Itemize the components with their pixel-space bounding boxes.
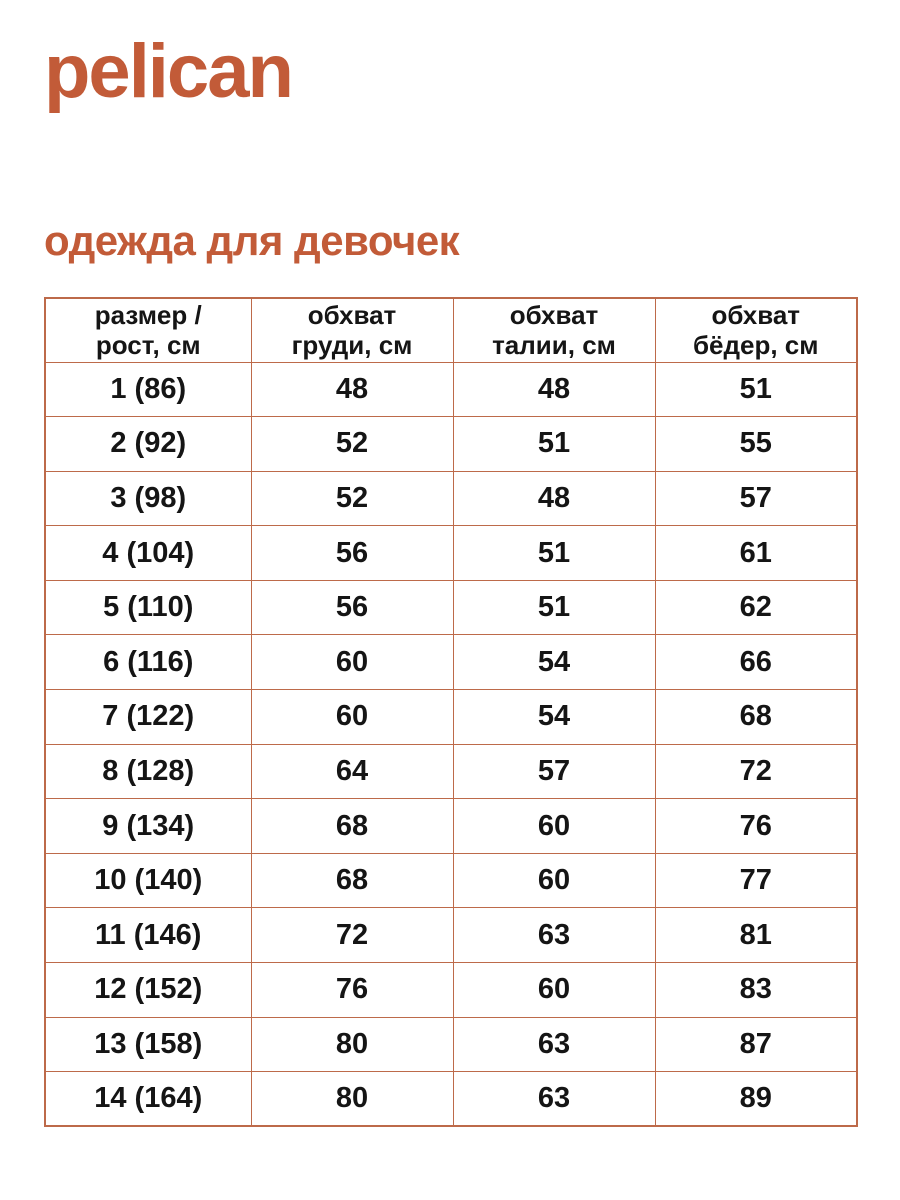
table-cell-size: 1 (86) bbox=[45, 362, 251, 417]
table-cell-waist: 60 bbox=[453, 799, 655, 854]
table-cell-waist: 51 bbox=[453, 526, 655, 581]
table-cell-chest: 56 bbox=[251, 580, 453, 635]
table-row bbox=[45, 1072, 857, 1127]
table-row bbox=[45, 799, 857, 854]
table-cell-size: 10 (140) bbox=[45, 853, 251, 908]
table-cell-chest: 72 bbox=[251, 908, 453, 963]
table-cell-chest: 60 bbox=[251, 635, 453, 690]
table-cell-waist: 54 bbox=[453, 690, 655, 745]
table-row bbox=[45, 471, 857, 526]
table-row bbox=[45, 417, 857, 472]
header-row bbox=[45, 298, 857, 362]
col-header-waist-line2: талии, см bbox=[492, 330, 616, 361]
table-cell-chest: 52 bbox=[251, 471, 453, 526]
table-cell-chest: 52 bbox=[251, 417, 453, 472]
table-cell-hips: 68 bbox=[655, 690, 857, 745]
table-row bbox=[45, 635, 857, 690]
table-cell-size: 4 (104) bbox=[45, 526, 251, 581]
table-cell-hips: 77 bbox=[655, 853, 857, 908]
table-cell-waist: 48 bbox=[453, 471, 655, 526]
table-cell-waist: 51 bbox=[453, 580, 655, 635]
table-cell-waist: 60 bbox=[453, 963, 655, 1018]
table-cell-chest: 80 bbox=[251, 1072, 453, 1127]
col-header-chest-line1: обхват bbox=[307, 299, 397, 330]
table-row bbox=[45, 362, 857, 417]
table-cell-hips: 72 bbox=[655, 744, 857, 799]
size-table-header bbox=[45, 298, 857, 362]
col-header-size-line1: размер / bbox=[94, 299, 202, 330]
table-cell-hips: 89 bbox=[655, 1072, 857, 1127]
table-cell-hips: 62 bbox=[655, 580, 857, 635]
col-header-waist bbox=[453, 298, 655, 362]
table-cell-hips: 81 bbox=[655, 908, 857, 963]
brand-logo: pelican bbox=[44, 29, 292, 114]
table-cell-size: 3 (98) bbox=[45, 471, 251, 526]
table-cell-waist: 63 bbox=[453, 1072, 655, 1127]
table-cell-size: 14 (164) bbox=[45, 1072, 251, 1127]
table-cell-hips: 83 bbox=[655, 963, 857, 1018]
table-cell-waist: 63 bbox=[453, 908, 655, 963]
size-table bbox=[44, 297, 858, 1127]
table-cell-hips: 57 bbox=[655, 471, 857, 526]
table-cell-hips: 51 bbox=[655, 362, 857, 417]
table-cell-chest: 64 bbox=[251, 744, 453, 799]
table-cell-waist: 57 bbox=[453, 744, 655, 799]
table-row bbox=[45, 963, 857, 1018]
table-cell-waist: 54 bbox=[453, 635, 655, 690]
table-cell-chest: 48 bbox=[251, 362, 453, 417]
table-cell-chest: 56 bbox=[251, 526, 453, 581]
table-row bbox=[45, 908, 857, 963]
table-cell-hips: 87 bbox=[655, 1017, 857, 1072]
col-header-hips-line2: бёдер, см bbox=[692, 330, 819, 361]
table-cell-chest: 76 bbox=[251, 963, 453, 1018]
table-row bbox=[45, 744, 857, 799]
table-cell-size: 12 (152) bbox=[45, 963, 251, 1018]
table-cell-waist: 48 bbox=[453, 362, 655, 417]
table-cell-waist: 60 bbox=[453, 853, 655, 908]
table-cell-hips: 76 bbox=[655, 799, 857, 854]
col-header-size-line2: рост, см bbox=[95, 330, 201, 361]
table-cell-hips: 61 bbox=[655, 526, 857, 581]
table-row bbox=[45, 853, 857, 908]
table-cell-chest: 60 bbox=[251, 690, 453, 745]
col-header-hips-line1: обхват bbox=[711, 299, 801, 330]
table-row bbox=[45, 1017, 857, 1072]
table-row bbox=[45, 526, 857, 581]
col-header-chest bbox=[251, 298, 453, 362]
table-cell-size: 9 (134) bbox=[45, 799, 251, 854]
table-cell-size: 5 (110) bbox=[45, 580, 251, 635]
table-cell-size: 6 (116) bbox=[45, 635, 251, 690]
table-cell-size: 2 (92) bbox=[45, 417, 251, 472]
table-cell-hips: 66 bbox=[655, 635, 857, 690]
col-header-size bbox=[45, 298, 251, 362]
col-header-waist-line1: обхват bbox=[509, 299, 599, 330]
table-cell-waist: 63 bbox=[453, 1017, 655, 1072]
table-cell-size: 11 (146) bbox=[45, 908, 251, 963]
table-cell-size: 13 (158) bbox=[45, 1017, 251, 1072]
table-cell-waist: 51 bbox=[453, 417, 655, 472]
table-row bbox=[45, 690, 857, 745]
table-cell-chest: 68 bbox=[251, 853, 453, 908]
table-cell-chest: 68 bbox=[251, 799, 453, 854]
page-title: одежда для девочек bbox=[44, 217, 460, 264]
table-cell-chest: 80 bbox=[251, 1017, 453, 1072]
table-cell-hips: 55 bbox=[655, 417, 857, 472]
col-header-hips bbox=[655, 298, 857, 362]
table-row bbox=[45, 580, 857, 635]
table-cell-size: 7 (122) bbox=[45, 690, 251, 745]
table-cell-size: 8 (128) bbox=[45, 744, 251, 799]
size-table-body bbox=[45, 362, 857, 1126]
col-header-chest-line2: груди, см bbox=[291, 330, 413, 361]
